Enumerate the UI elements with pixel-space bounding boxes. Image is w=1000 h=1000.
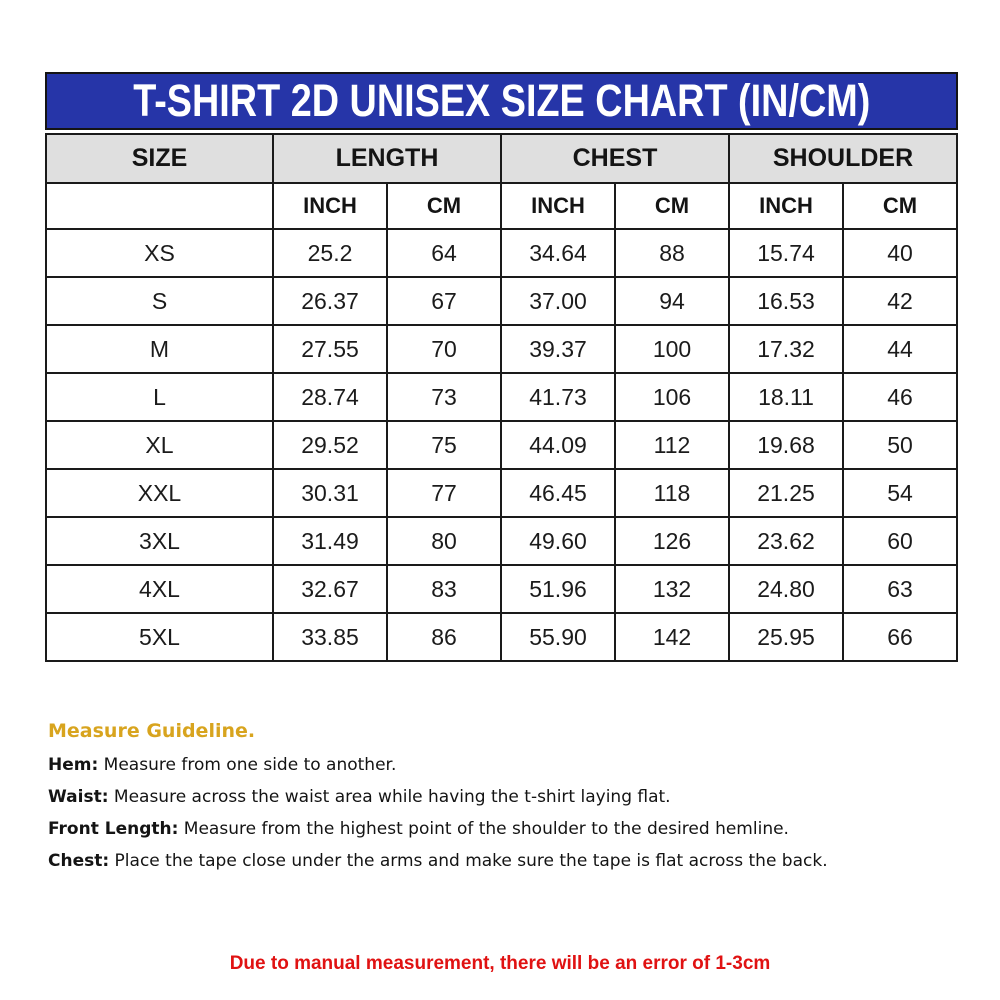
guideline-front-length bbox=[48, 819, 958, 840]
cell-value: 24.80 bbox=[729, 565, 843, 613]
guideline-front-length-text: Measure from the highest point of the shoulder to the desired hemline. bbox=[178, 819, 789, 839]
unit-header-chest-cm: CM bbox=[615, 183, 729, 229]
col-header-length: LENGTH bbox=[273, 134, 501, 183]
cell-value: 88 bbox=[615, 229, 729, 277]
cell-value: 42 bbox=[843, 277, 957, 325]
unit-header-length-inch: INCH bbox=[273, 183, 387, 229]
cell-value: 106 bbox=[615, 373, 729, 421]
table-row-4xl bbox=[46, 565, 957, 613]
measure-guidelines bbox=[48, 721, 958, 883]
cell-value: 118 bbox=[615, 469, 729, 517]
cell-value: 26.37 bbox=[273, 277, 387, 325]
cell-value: 32.67 bbox=[273, 565, 387, 613]
cell-value: 44 bbox=[843, 325, 957, 373]
cell-value: 142 bbox=[615, 613, 729, 661]
cell-value: 39.37 bbox=[501, 325, 615, 373]
guideline-hem-label: Hem: bbox=[48, 755, 99, 775]
cell-value: 27.55 bbox=[273, 325, 387, 373]
cell-value: 54 bbox=[843, 469, 957, 517]
cell-value: 33.85 bbox=[273, 613, 387, 661]
unit-header-shoulder-cm: CM bbox=[843, 183, 957, 229]
col-header-size: SIZE bbox=[46, 134, 273, 183]
chart-title: T-SHIRT 2D UNISEX SIZE CHART (IN/CM) bbox=[132, 75, 871, 126]
size-label: S bbox=[46, 277, 273, 325]
table-row-xl bbox=[46, 421, 957, 469]
cell-value: 15.74 bbox=[729, 229, 843, 277]
cell-value: 18.11 bbox=[729, 373, 843, 421]
cell-value: 29.52 bbox=[273, 421, 387, 469]
table-row-s bbox=[46, 277, 957, 325]
chart-title-bar bbox=[45, 72, 958, 130]
guidelines-heading: Measure Guideline. bbox=[48, 720, 256, 742]
cell-value: 86 bbox=[387, 613, 501, 661]
cell-value: 75 bbox=[387, 421, 501, 469]
size-chart bbox=[45, 72, 958, 662]
cell-value: 25.2 bbox=[273, 229, 387, 277]
guideline-hem-text: Measure from one side to another. bbox=[98, 755, 397, 775]
cell-value: 100 bbox=[615, 325, 729, 373]
cell-value: 63 bbox=[843, 565, 957, 613]
cell-value: 77 bbox=[387, 469, 501, 517]
col-header-chest: CHEST bbox=[501, 134, 729, 183]
cell-value: 37.00 bbox=[501, 277, 615, 325]
measurement-error-note: Due to manual measurement, there will be an error of 1-3cm bbox=[229, 953, 771, 974]
size-label: 3XL bbox=[46, 517, 273, 565]
size-label: XXL bbox=[46, 469, 273, 517]
cell-value: 44.09 bbox=[501, 421, 615, 469]
unit-header-chest-inch: INCH bbox=[501, 183, 615, 229]
col-header-shoulder: SHOULDER bbox=[729, 134, 957, 183]
guideline-waist-text: Measure across the waist area while having the t-shirt laying flat. bbox=[108, 787, 671, 807]
cell-value: 60 bbox=[843, 517, 957, 565]
cell-value: 126 bbox=[615, 517, 729, 565]
size-table bbox=[45, 133, 958, 662]
guideline-chest-text: Place the tape close under the arms and make sure the tape is flat across the back. bbox=[109, 851, 828, 871]
cell-value: 94 bbox=[615, 277, 729, 325]
cell-value: 16.53 bbox=[729, 277, 843, 325]
cell-value: 46 bbox=[843, 373, 957, 421]
cell-value: 41.73 bbox=[501, 373, 615, 421]
group-header-row bbox=[46, 134, 957, 183]
guideline-chest bbox=[48, 851, 958, 872]
cell-value: 51.96 bbox=[501, 565, 615, 613]
size-label: XS bbox=[46, 229, 273, 277]
cell-value: 67 bbox=[387, 277, 501, 325]
size-label: 5XL bbox=[46, 613, 273, 661]
cell-value: 21.25 bbox=[729, 469, 843, 517]
cell-value: 23.62 bbox=[729, 517, 843, 565]
cell-value: 64 bbox=[387, 229, 501, 277]
cell-value: 30.31 bbox=[273, 469, 387, 517]
table-row-3xl bbox=[46, 517, 957, 565]
table-row-m bbox=[46, 325, 957, 373]
unit-header-shoulder-inch: INCH bbox=[729, 183, 843, 229]
size-label: 4XL bbox=[46, 565, 273, 613]
guideline-waist bbox=[48, 787, 958, 808]
size-label: M bbox=[46, 325, 273, 373]
cell-value: 19.68 bbox=[729, 421, 843, 469]
guideline-front-length-label: Front Length: bbox=[48, 819, 179, 839]
cell-value: 66 bbox=[843, 613, 957, 661]
table-row-l bbox=[46, 373, 957, 421]
size-label: L bbox=[46, 373, 273, 421]
cell-value: 17.32 bbox=[729, 325, 843, 373]
cell-value: 31.49 bbox=[273, 517, 387, 565]
table-row-xs bbox=[46, 229, 957, 277]
cell-value: 112 bbox=[615, 421, 729, 469]
cell-value: 132 bbox=[615, 565, 729, 613]
cell-value: 28.74 bbox=[273, 373, 387, 421]
guideline-waist-label: Waist: bbox=[48, 787, 109, 807]
unit-header-row bbox=[46, 183, 957, 229]
cell-value: 55.90 bbox=[501, 613, 615, 661]
cell-value: 73 bbox=[387, 373, 501, 421]
cell-value: 34.64 bbox=[501, 229, 615, 277]
table-row-xxl bbox=[46, 469, 957, 517]
table-row-5xl bbox=[46, 613, 957, 661]
size-label: XL bbox=[46, 421, 273, 469]
cell-value: 83 bbox=[387, 565, 501, 613]
cell-value: 50 bbox=[843, 421, 957, 469]
cell-value: 46.45 bbox=[501, 469, 615, 517]
cell-value: 49.60 bbox=[501, 517, 615, 565]
guideline-chest-label: Chest: bbox=[48, 851, 110, 871]
unit-header-length-cm: CM bbox=[387, 183, 501, 229]
cell-value: 25.95 bbox=[729, 613, 843, 661]
unit-header-spacer bbox=[46, 183, 273, 229]
cell-value: 80 bbox=[387, 517, 501, 565]
cell-value: 70 bbox=[387, 325, 501, 373]
cell-value: 40 bbox=[843, 229, 957, 277]
guideline-hem bbox=[48, 755, 958, 776]
